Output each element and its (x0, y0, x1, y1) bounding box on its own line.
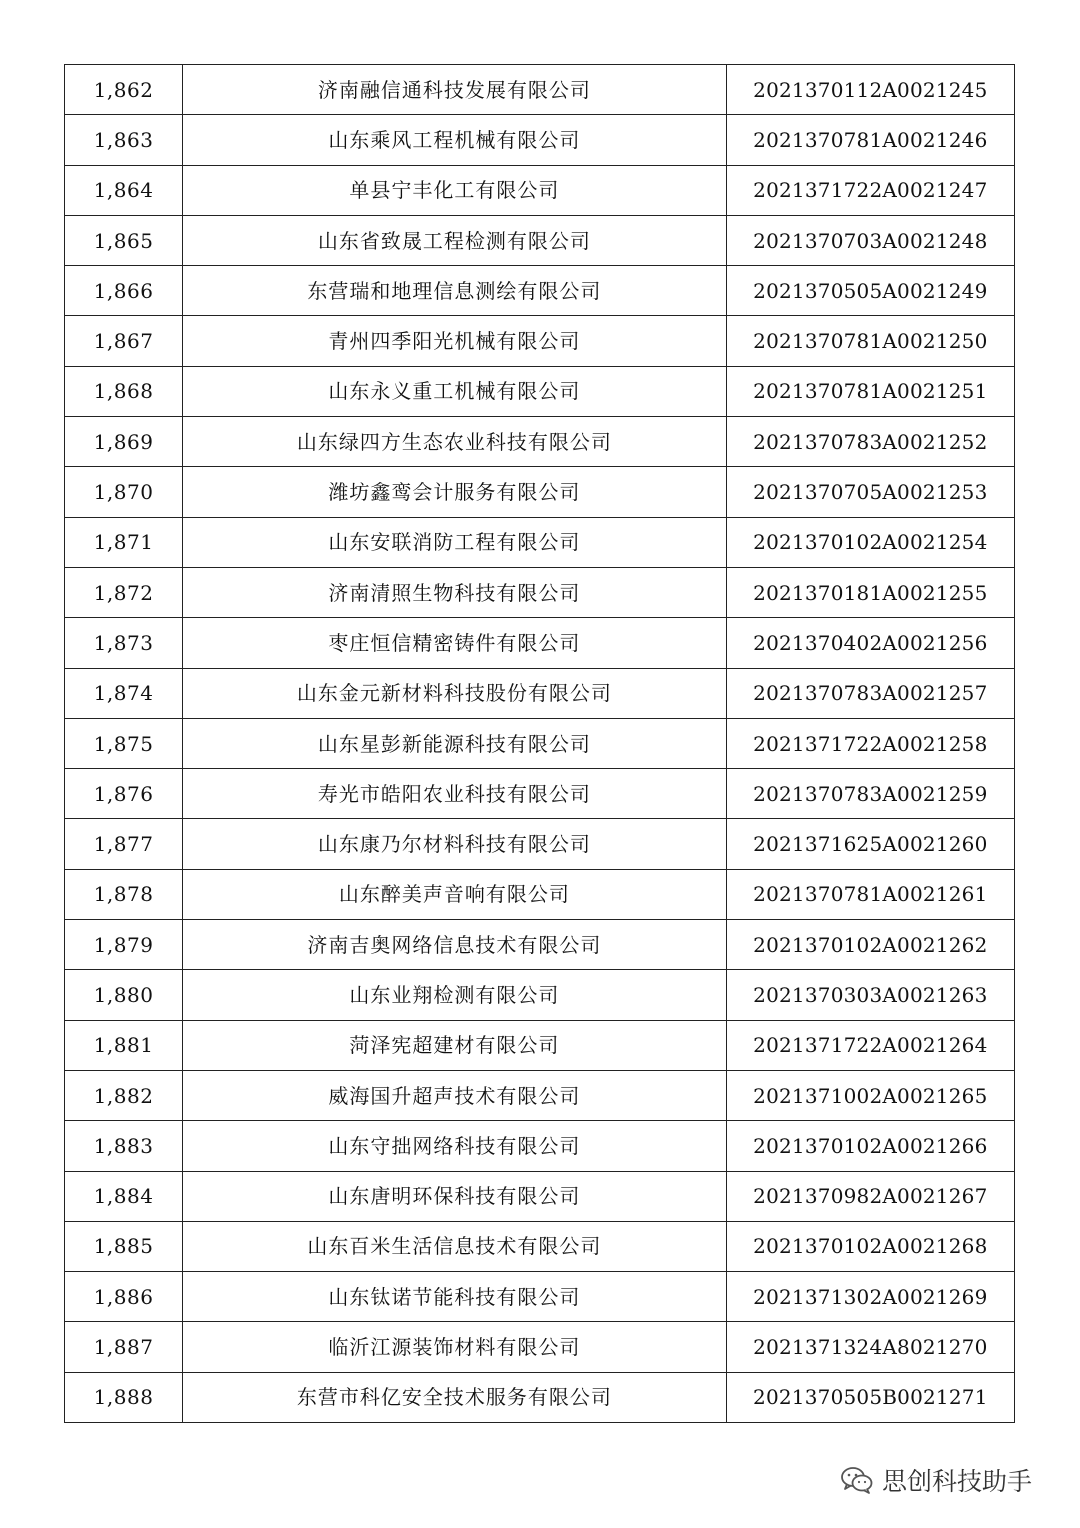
row-company-name-cell: 山东业翔检测有限公司 (183, 970, 727, 1020)
row-registration-code-cell: 2021371324A8021270 (726, 1322, 1014, 1372)
row-registration-code-cell: 2021370982A0021267 (726, 1171, 1014, 1221)
row-index-cell: 1,874 (65, 668, 183, 718)
table-row (65, 1372, 1015, 1422)
table-row (65, 970, 1015, 1020)
row-registration-code-cell: 2021370781A0021251 (726, 366, 1014, 416)
table-row (65, 115, 1015, 165)
table-row (65, 1171, 1015, 1221)
row-company-name-cell: 枣庄恒信精密铸件有限公司 (183, 618, 727, 668)
company-table (64, 64, 1015, 1423)
row-registration-code-cell: 2021370102A0021262 (726, 920, 1014, 970)
row-index-cell: 1,875 (65, 718, 183, 768)
row-registration-code-cell: 2021370781A0021250 (726, 316, 1014, 366)
row-index-cell: 1,878 (65, 869, 183, 919)
row-company-name-cell: 山东星彭新能源科技有限公司 (183, 718, 727, 768)
row-company-name-cell: 山东醉美声音响有限公司 (183, 869, 727, 919)
row-registration-code-cell: 2021371002A0021265 (726, 1070, 1014, 1120)
row-registration-code-cell: 2021370781A0021246 (726, 115, 1014, 165)
row-index-cell: 1,885 (65, 1221, 183, 1271)
row-company-name-cell: 济南融信通科技发展有限公司 (183, 65, 727, 115)
row-registration-code-cell: 2021371722A0021247 (726, 165, 1014, 215)
row-company-name-cell: 山东百米生活信息技术有限公司 (183, 1221, 727, 1271)
table-row (65, 417, 1015, 467)
row-index-cell: 1,879 (65, 920, 183, 970)
table-row (65, 1020, 1015, 1070)
row-index-cell: 1,862 (65, 65, 183, 115)
row-index-cell: 1,870 (65, 467, 183, 517)
row-company-name-cell: 临沂江源装饰材料有限公司 (183, 1322, 727, 1372)
table-row (65, 366, 1015, 416)
row-company-name-cell: 寿光市皓阳农业科技有限公司 (183, 769, 727, 819)
table-row (65, 266, 1015, 316)
row-registration-code-cell: 2021371625A0021260 (726, 819, 1014, 869)
table-row (65, 316, 1015, 366)
table-row (65, 668, 1015, 718)
row-company-name-cell: 山东金元新材料科技股份有限公司 (183, 668, 727, 718)
row-index-cell: 1,884 (65, 1171, 183, 1221)
row-registration-code-cell: 2021370181A0021255 (726, 567, 1014, 617)
row-company-name-cell: 山东守拙网络科技有限公司 (183, 1121, 727, 1171)
table-row (65, 1121, 1015, 1171)
row-index-cell: 1,873 (65, 618, 183, 668)
row-registration-code-cell: 2021370505B0021271 (726, 1372, 1014, 1422)
row-index-cell: 1,868 (65, 366, 183, 416)
table-row (65, 65, 1015, 115)
table-row (65, 769, 1015, 819)
row-company-name-cell: 菏泽宪超建材有限公司 (183, 1020, 727, 1070)
row-company-name-cell: 山东安联消防工程有限公司 (183, 517, 727, 567)
table-row (65, 618, 1015, 668)
row-company-name-cell: 东营瑞和地理信息测绘有限公司 (183, 266, 727, 316)
table-row (65, 165, 1015, 215)
table-row (65, 1272, 1015, 1322)
table-row (65, 920, 1015, 970)
row-index-cell: 1,864 (65, 165, 183, 215)
row-company-name-cell: 东营市科亿安全技术服务有限公司 (183, 1372, 727, 1422)
table-row (65, 869, 1015, 919)
row-index-cell: 1,872 (65, 567, 183, 617)
row-company-name-cell: 山东永义重工机械有限公司 (183, 366, 727, 416)
row-registration-code-cell: 2021370402A0021256 (726, 618, 1014, 668)
row-index-cell: 1,886 (65, 1272, 183, 1322)
row-registration-code-cell: 2021371302A0021269 (726, 1272, 1014, 1322)
row-registration-code-cell: 2021371722A0021258 (726, 718, 1014, 768)
row-company-name-cell: 济南吉奥网络信息技术有限公司 (183, 920, 727, 970)
row-index-cell: 1,869 (65, 417, 183, 467)
row-index-cell: 1,863 (65, 115, 183, 165)
table-row (65, 215, 1015, 265)
row-registration-code-cell: 2021370303A0021263 (726, 970, 1014, 1020)
row-registration-code-cell: 2021370783A0021252 (726, 417, 1014, 467)
row-registration-code-cell: 2021370783A0021257 (726, 668, 1014, 718)
row-company-name-cell: 青州四季阳光机械有限公司 (183, 316, 727, 366)
row-registration-code-cell: 2021370781A0021261 (726, 869, 1014, 919)
row-index-cell: 1,882 (65, 1070, 183, 1120)
row-registration-code-cell: 2021370112A0021245 (726, 65, 1014, 115)
row-company-name-cell: 威海国升超声技术有限公司 (183, 1070, 727, 1120)
row-index-cell: 1,876 (65, 769, 183, 819)
row-index-cell: 1,883 (65, 1121, 183, 1171)
row-registration-code-cell: 2021370102A0021268 (726, 1221, 1014, 1271)
row-index-cell: 1,867 (65, 316, 183, 366)
row-registration-code-cell: 2021370102A0021266 (726, 1121, 1014, 1171)
row-company-name-cell: 山东绿四方生态农业科技有限公司 (183, 417, 727, 467)
table-row (65, 1322, 1015, 1372)
row-registration-code-cell: 2021370505A0021249 (726, 266, 1014, 316)
row-registration-code-cell: 2021370703A0021248 (726, 215, 1014, 265)
row-registration-code-cell: 2021370783A0021259 (726, 769, 1014, 819)
row-index-cell: 1,877 (65, 819, 183, 869)
row-index-cell: 1,866 (65, 266, 183, 316)
table-row (65, 517, 1015, 567)
row-company-name-cell: 山东钛诺节能科技有限公司 (183, 1272, 727, 1322)
row-company-name-cell: 潍坊鑫鸾会计服务有限公司 (183, 467, 727, 517)
row-company-name-cell: 山东乘风工程机械有限公司 (183, 115, 727, 165)
row-company-name-cell: 单县宁丰化工有限公司 (183, 165, 727, 215)
watermark-text: 思创科技助手 (882, 1467, 1033, 1496)
row-company-name-cell: 山东康乃尔材料科技有限公司 (183, 819, 727, 869)
table-row (65, 718, 1015, 768)
table-row (65, 819, 1015, 869)
row-company-name-cell: 山东唐明环保科技有限公司 (183, 1171, 727, 1221)
row-index-cell: 1,880 (65, 970, 183, 1020)
table-body (65, 65, 1015, 1423)
row-index-cell: 1,887 (65, 1322, 183, 1372)
table-row (65, 467, 1015, 517)
row-index-cell: 1,871 (65, 517, 183, 567)
watermark (840, 1462, 1032, 1498)
row-registration-code-cell: 2021370102A0021254 (726, 517, 1014, 567)
table-row (65, 567, 1015, 617)
row-company-name-cell: 山东省致晟工程检测有限公司 (183, 215, 727, 265)
row-index-cell: 1,881 (65, 1020, 183, 1070)
row-index-cell: 1,865 (65, 215, 183, 265)
table-row (65, 1070, 1015, 1120)
table-row (65, 1221, 1015, 1271)
wechat-icon (840, 1465, 874, 1495)
row-registration-code-cell: 2021371722A0021264 (726, 1020, 1014, 1070)
row-company-name-cell: 济南清照生物科技有限公司 (183, 567, 727, 617)
row-index-cell: 1,888 (65, 1372, 183, 1422)
row-registration-code-cell: 2021370705A0021253 (726, 467, 1014, 517)
